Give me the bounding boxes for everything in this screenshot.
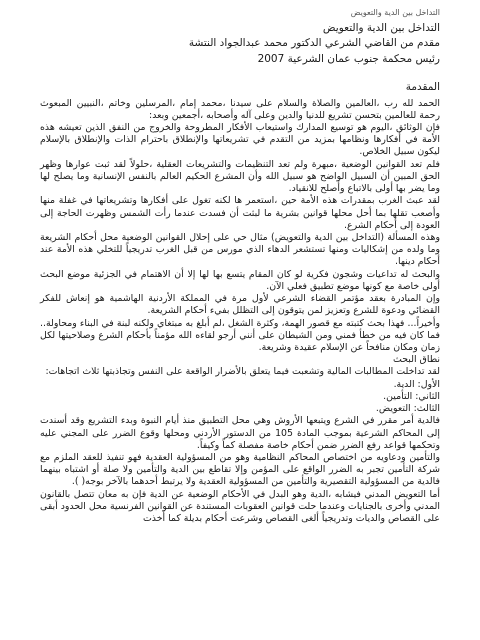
paragraph: فلم تعد القوانين الوضعية ،مبهرة ولم تعد التنظيمات والتشريعات العقلية ،حلولاً لقد ثبت عوارها وظهر الحق المبين أن السبيل الواضح هو سبيل الله وأن المشرع الحكيم العالم بالنفس الإنسانية وما يصلح لها وما يضر بها أولى بالاتباع وأصلح للانقياد. xyxy=(40,158,440,195)
paragraph: لقد تداخلت المطالبات المالية وتشعبت فيما يتعلق بالأضرار الواقعة على النفس وتجاذبتها ثلاث اتجاهات: xyxy=(45,366,440,378)
paragraph: فالدية أمر مقرر في الشرع ويتبعها الأروش وهي محل التطبيق منذ أيام النبوة وبدء التشريع وقد أسندت إلى المحاكم الشرعية بموجب المادة 105 من الدستور الأردني ومحلها وقوع الضرر على المجني عليه وتحكمها قواعد رفع الضرر ضمن أحكام خاصة مفصلة كماً وكيفاً. xyxy=(40,415,440,451)
paragraph: وأخيراً... فهذا بحث كتبته مع قصور الهمة، وكثرة الشغل ،لم أبلغ به مبتغاي ولكنه لبنة في البناء ومحاولة.. فما كان فيه من خطأ فمني ومن الشيطان على أنني أرجو لقاءه الله مؤمناً بأحكام الشرع وصلاحيتها لكل زمان ومكان منافحاً عن الإسلام عقيدة وشريعة. xyxy=(40,317,440,353)
list-item: الثالث: التعويض. xyxy=(375,403,440,415)
paragraph: فإن الوثائق ،اليوم هو توسيع المدارك واستيعاب الأفكار المطروحة والخروج من النفق الذين تعيشه هذه الأمة في أفكارها ونظامها بمزيد من التقدم في تشريعاتها والإنطلاق باحترام الذات والإنطلاق بالإسلام ليكون سبيل الخلاص. xyxy=(40,122,440,158)
paragraph: أما التعويض المدني فيشابه ،الدية وهو البدل في الأحكام الوضعية عن الدية فإن به معان تتصل بالقانون المدني وأخرى بالجنايات وعندما حلت قوانين العقوبات المستندة عن القوانين الفرنسية محل الحدود أبقى على القصاص والديات وتدريجياً ألغى القصاص وشرعت أحكام بديلة كما أخذت xyxy=(40,488,440,525)
role-line: رئيس محكمة جنوب عمان الشرعية 2007 xyxy=(257,53,440,66)
document-title: التداخل بين الدية والتعويض xyxy=(322,21,440,34)
running-header: التداخل بين الدية والتعويض xyxy=(350,8,440,17)
intro-heading: المقدمة xyxy=(405,80,440,93)
paragraph: والتأمين ودعاويه من اختصاص المحاكم النظامية وهو من المسؤولية العقدية فهو تنفيذ للعقد الملزم مع شركة التأمين تجبر به الضرر الواقع على المؤمن وإلا تقاطع بين الدية والتأمين ولا صلة أو اشتباه بينهما فالدية من المسؤولية التقصيرية والتأمين من المسؤولية العقدية ولا يرتبط أحدهما بالآخر بوجه( ). xyxy=(40,451,440,488)
paragraph: لقد عبث الغرب بمقدرات هذه الأمة حين ،استعمر ها لكنه تغول على أفكارها وتشريعاتها في غفلة منها وأصعب تقلها بما أحل محلها قوانين بشرية ما لبثت أن فسدت عندما رأت الشمس وظهرت الحاجة إلى العودة إلى أحكام الشرع. xyxy=(40,195,440,231)
author-line: مقدم من القاضي الشرعي الدكتور محمد عبدالجواد النتشة xyxy=(188,37,440,50)
paragraph: وإن المبادرة بعقد مؤتمر القضاء الشرعي لأول مرة في المملكة الأردنية الهاشمية هو إنعاش للفكر القضائي ودعوة للشرع وتعزيز لمن يتوقون إلى التظلل بفيء أحكام الشريعة. xyxy=(40,293,440,317)
paragraph: وهذه المسألة (التداخل بين الدية والتعويض) مثال حي على إحلال القوانين الوضعية محل أحكام الشريعة وما ولده من إشكاليات ومنها تستشعر الدهاء الذي مورس من قبل الغرب تدريجياً للتخلي هذه الأمة عند أحكام دينها. xyxy=(40,232,440,268)
list-item: الثاني: التأمين. xyxy=(383,390,440,402)
document-header xyxy=(40,21,440,68)
section-heading: نطاق البحث xyxy=(393,354,440,366)
paragraph: الحمد لله رب ،العالمين والصلاة والسلام على سيدنا ،محمد إمام ،المرسلين وخاتم ،النبيين المبعوث رحمة للعالمين بتحسن تشريع للدنيا والدين وعلى آله وأصحابه ،أجمعين وبعد: xyxy=(40,97,440,121)
document-body xyxy=(40,98,440,526)
paragraph: والبحث له تداعيات وشجون فكرية لو كان المقام يتسع بها لها إلا أن الاهتمام في الجزئية موضع البحث أولى خاصة مع كونها موضع تطبيق فعلي الآن. xyxy=(40,268,440,292)
list-item: الأول: الدية. xyxy=(393,378,440,390)
